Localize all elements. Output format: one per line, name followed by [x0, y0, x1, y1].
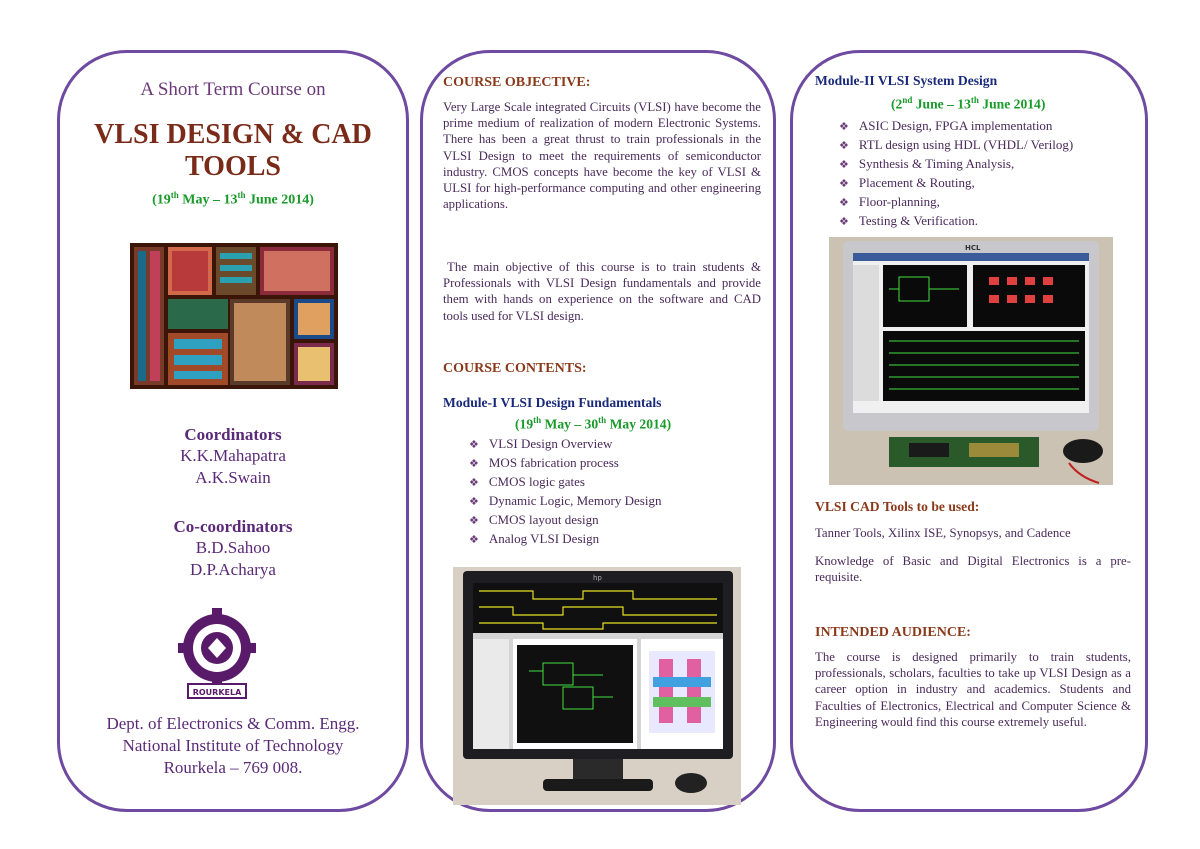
- audience-paragraph: The course is designed primarily to train students, professionals, scholars, faculties to take up VLSI Design as a career option in industry and academics. Students and Faculties of Electronics, Electrical and Computer Science & Engineering would find this course extremely useful.: [815, 650, 1131, 729]
- system-design-panel: [790, 50, 1148, 812]
- module2-title: Module-II VLSI System Design: [815, 73, 998, 88]
- list-item: ❖ Analog VLSI Design: [469, 530, 661, 549]
- chip-die-image: [130, 243, 338, 389]
- module2-dates: (2nd June – 13th June 2014): [891, 95, 1046, 112]
- course-title-line2: TOOLS: [185, 151, 281, 182]
- list-item: ❖ MOS fabrication process: [469, 454, 661, 473]
- dept-line: National Institute of Technology: [122, 736, 344, 755]
- audience-heading: INTENDED AUDIENCE:: [815, 625, 971, 640]
- objective-panel: [420, 50, 776, 812]
- cocoordinator-name: D.P.Acharya: [190, 560, 276, 579]
- coordinator-name: A.K.Swain: [195, 468, 271, 487]
- course-intro: A Short Term Course on: [140, 79, 326, 100]
- course-title-line1: VLSI DESIGN & CAD: [94, 119, 372, 150]
- dept-line: Dept. of Electronics & Comm. Engg.: [106, 714, 360, 733]
- monitor-brand: HCL: [965, 244, 981, 252]
- cocoordinators-section: [60, 517, 406, 581]
- coordinator-name: K.K.Mahapatra: [180, 446, 286, 465]
- cover-panel: [57, 50, 409, 812]
- cocoordinators-heading: Co-coordinators: [173, 517, 293, 536]
- coordinators-heading: Coordinators: [184, 425, 282, 444]
- list-item: ❖ CMOS layout design: [469, 511, 661, 530]
- list-item: ❖ RTL design using HDL (VHDL/ Verilog): [839, 136, 1073, 155]
- list-item: ❖ Synthesis & Timing Analysis,: [839, 155, 1073, 174]
- list-item: ❖ VLSI Design Overview: [469, 435, 661, 454]
- objective-paragraph-1: Very Large Scale integrated Circuits (VLSI) have become the prime medium of realization of modern Electronic Systems. There has been a great thrust to train professionals in the VLSI Design to meet the requirements of semiconductor industry. CMOS concepts have become the key of VLSI & ULSI for high-performance computing and other engineering applications.: [443, 100, 761, 212]
- lab-fpga-photo: [829, 237, 1113, 485]
- lab-monitor-photo-layout: [453, 567, 741, 805]
- module1-title: Module-I VLSI Design Fundamentals: [443, 395, 662, 410]
- dept-line: Rourkela – 769 008.: [163, 758, 303, 777]
- list-item: ❖ Placement & Routing,: [839, 174, 1073, 193]
- module2-topic-list: [839, 117, 1073, 231]
- cocoordinator-name: B.D.Sahoo: [195, 538, 271, 557]
- contents-heading: COURSE CONTENTS:: [443, 361, 587, 376]
- coordinators-section: [60, 425, 406, 489]
- list-item: ❖ Dynamic Logic, Memory Design: [469, 492, 661, 511]
- course-dates: (19th May – 13th June 2014): [152, 190, 314, 208]
- prerequisite-text: Knowledge of Basic and Digital Electronics is a pre-requisite.: [815, 554, 1131, 585]
- objective-heading: COURSE OBJECTIVE:: [443, 75, 591, 90]
- monitor-brand: hp: [593, 574, 602, 582]
- module1-topic-list: [469, 435, 661, 549]
- list-item: ❖ Testing & Verification.: [839, 212, 1073, 231]
- nit-rourkela-logo: [166, 608, 268, 700]
- objective-paragraph-2: The main objective of this course is to train students & Professionals with VLSI Design fundamentals and provide them with hands on experience on the software and CAD tools used for VLSI design.: [443, 260, 761, 323]
- module1-dates: (19th May – 30th May 2014): [515, 415, 672, 432]
- list-item: ❖ CMOS logic gates: [469, 473, 661, 492]
- tools-list: Tanner Tools, Xilinx ISE, Synopsys, and Cadence: [815, 526, 1071, 540]
- list-item: ❖ ASIC Design, FPGA implementation: [839, 117, 1073, 136]
- logo-text: ROURKELA: [192, 688, 242, 697]
- list-item: ❖ Floor-planning,: [839, 193, 1073, 212]
- department-address: [60, 713, 406, 779]
- course-title: [60, 119, 406, 183]
- tools-heading: VLSI CAD Tools to be used:: [815, 499, 980, 514]
